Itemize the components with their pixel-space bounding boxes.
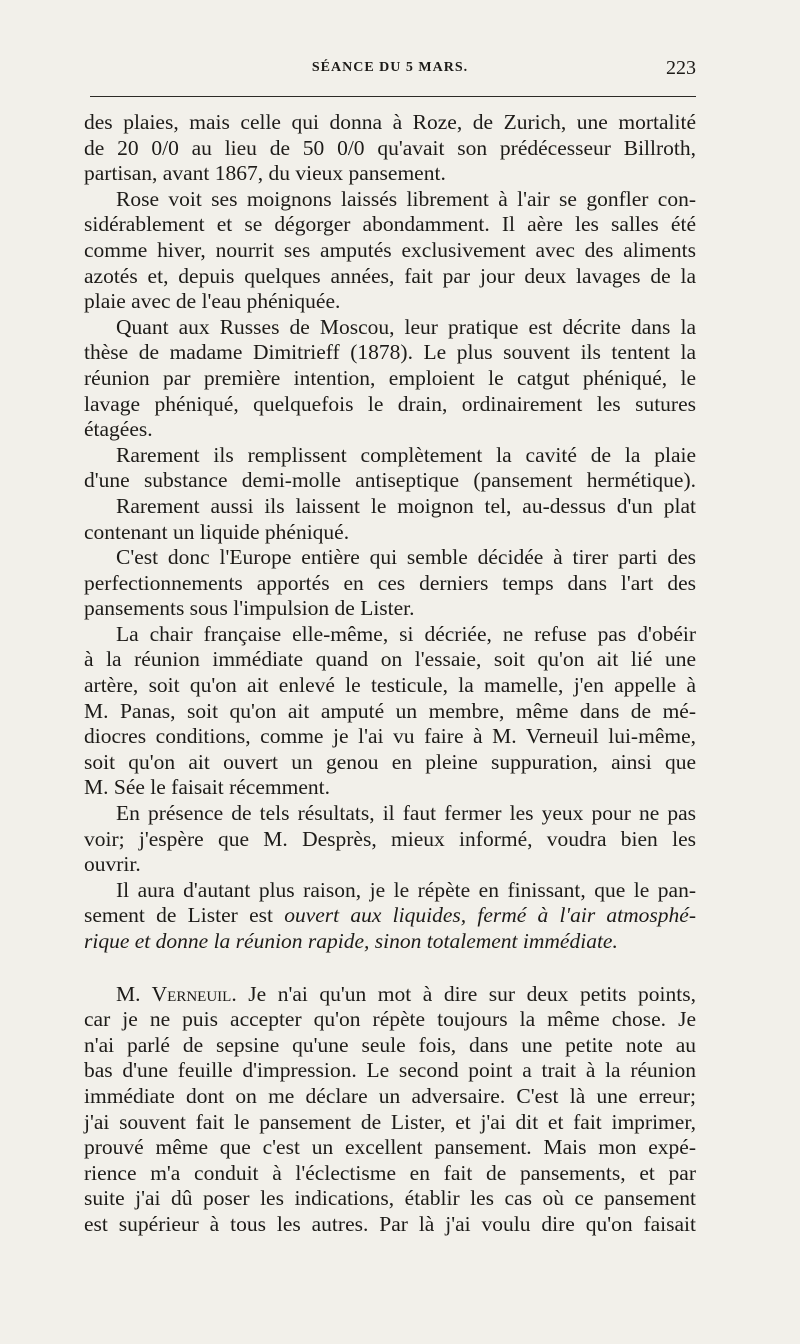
- text-line: contenant un liquide phéniqué.: [84, 519, 350, 544]
- italic-segment: ouvert aux liquides, fermé à l'air atmosphé-: [284, 903, 697, 928]
- text-line: En présence de tels résultats, il faut fermer les yeux pour ne pas: [116, 801, 696, 826]
- text-line: artère, soit qu'on ait enlevé le testicule, la mamelle, j'en appelle à: [84, 673, 696, 698]
- speaker-name: M. Verneuil.: [116, 981, 237, 1006]
- text-line: Quant aux Russes de Moscou, leur pratique est décrite dans la: [116, 314, 696, 339]
- text-line: ouvrir.: [84, 852, 141, 877]
- page-header: [84, 57, 696, 86]
- text-line: n'ai parlé de sepsine qu'une seule fois, dans une petite note au: [84, 1032, 696, 1057]
- text-line: Rose voit ses moignons laissés librement à l'air se gonfler con-: [116, 186, 696, 211]
- text-line: azotés et, depuis quelques années, fait par jour deux lavages de la: [84, 263, 696, 288]
- text-line: suite j'ai dû poser les indications, établir les cas où ce pansement: [84, 1186, 696, 1211]
- italic-segment: rique et donne la réunion rapide, sinon totalement immédiate.: [84, 929, 618, 953]
- book-page: [84, 0, 696, 1344]
- text-line: rience m'a conduit à l'éclectisme en fait de pansements, et par: [84, 1160, 696, 1185]
- text-line: de 20 0/0 au lieu de 50 0/0 qu'avait son prédécesseur Billroth,: [84, 135, 696, 160]
- text-line: [84, 903, 696, 929]
- text-line: thèse de madame Dimitrieff (1878). Le plus souvent ils tentent la: [84, 340, 696, 365]
- text-line: est supérieur à tous les autres. Par là j'ai voulu dire qu'on faisait: [84, 1211, 696, 1236]
- text-line: Rarement ils remplissent complètement la cavité de la plaie: [116, 442, 696, 467]
- text-line: M. Panas, soit qu'on ait amputé un membre, même dans de mé-: [84, 698, 696, 723]
- page-number: 223: [666, 57, 696, 79]
- text-line: M. Sée le faisait récemment.: [84, 775, 330, 800]
- text-line: diocres conditions, comme je l'ai vu faire à M. Verneuil lui-même,: [84, 724, 696, 749]
- text-line: d'une substance demi-molle antiseptique (pansement hermétique).: [84, 468, 696, 493]
- paragraph-gap: [84, 955, 696, 982]
- text-line: perfectionnements apportés en ces derniers temps dans l'art des: [84, 570, 696, 595]
- running-head: SÉANCE DU 5 MARS.: [311, 60, 469, 75]
- text-line: comme hiver, nourrit ses amputés exclusivement avec des aliments: [84, 237, 696, 262]
- text-line: bas d'une feuille d'impression. Le second point a trait à la réunion: [84, 1058, 696, 1083]
- text-line: partisan, avant 1867, du vieux pansement.: [84, 161, 446, 186]
- text-line: [84, 982, 696, 1008]
- text-line: C'est donc l'Europe entière qui semble décidée à tirer parti des: [116, 545, 696, 570]
- text-line: pansements sous l'impulsion de Lister.: [84, 596, 415, 621]
- text-line: soit qu'on ait ouvert un genou en pleine suppuration, ainsi que: [84, 749, 696, 774]
- text-line: [84, 929, 696, 955]
- text-line: plaie avec de l'eau phéniquée.: [84, 289, 341, 314]
- text-line: immédiate dont on me déclare un adversaire. C'est là une erreur;: [84, 1083, 696, 1108]
- text-line: réunion par première intention, emploient le catgut phéniqué, le: [84, 365, 696, 390]
- text-segment: sement de Lister est: [84, 903, 273, 928]
- text-line: car je ne puis accepter qu'on répète toujours la même chose. Je: [84, 1007, 696, 1032]
- text-line: à la réunion immédiate quand on l'essaie, soit qu'on ait lié une: [84, 647, 696, 672]
- text-line: La chair française elle-même, si décriée, ne refuse pas d'obéir: [116, 621, 696, 646]
- text-line: voir; j'espère que M. Desprès, mieux informé, voudra bien les: [84, 826, 696, 851]
- text-line: Il aura d'autant plus raison, je le répète en finissant, que le pan-: [116, 877, 696, 902]
- text-line: des plaies, mais celle qui donna à Roze, de Zurich, une mortalité: [84, 110, 696, 134]
- text-line: sidérablement et se dégorger abondamment. Il aère les salles été: [84, 212, 696, 237]
- text-line: lavage phéniqué, quelquefois le drain, ordinairement les sutures: [84, 391, 696, 416]
- text-line: prouvé même que c'est un excellent pansement. Mais mon expé-: [84, 1135, 696, 1160]
- body-text: [84, 110, 696, 1238]
- header-rule: [90, 96, 696, 97]
- text-line: étagées.: [84, 417, 153, 442]
- text-line: Rarement aussi ils laissent le moignon tel, au-dessus d'un plat: [116, 493, 696, 518]
- text-line: j'ai souvent fait le pansement de Lister, et j'ai dit et fait imprimer,: [84, 1109, 696, 1134]
- text-segment: Je n'ai qu'un mot à dire sur deux petits points,: [248, 981, 696, 1006]
